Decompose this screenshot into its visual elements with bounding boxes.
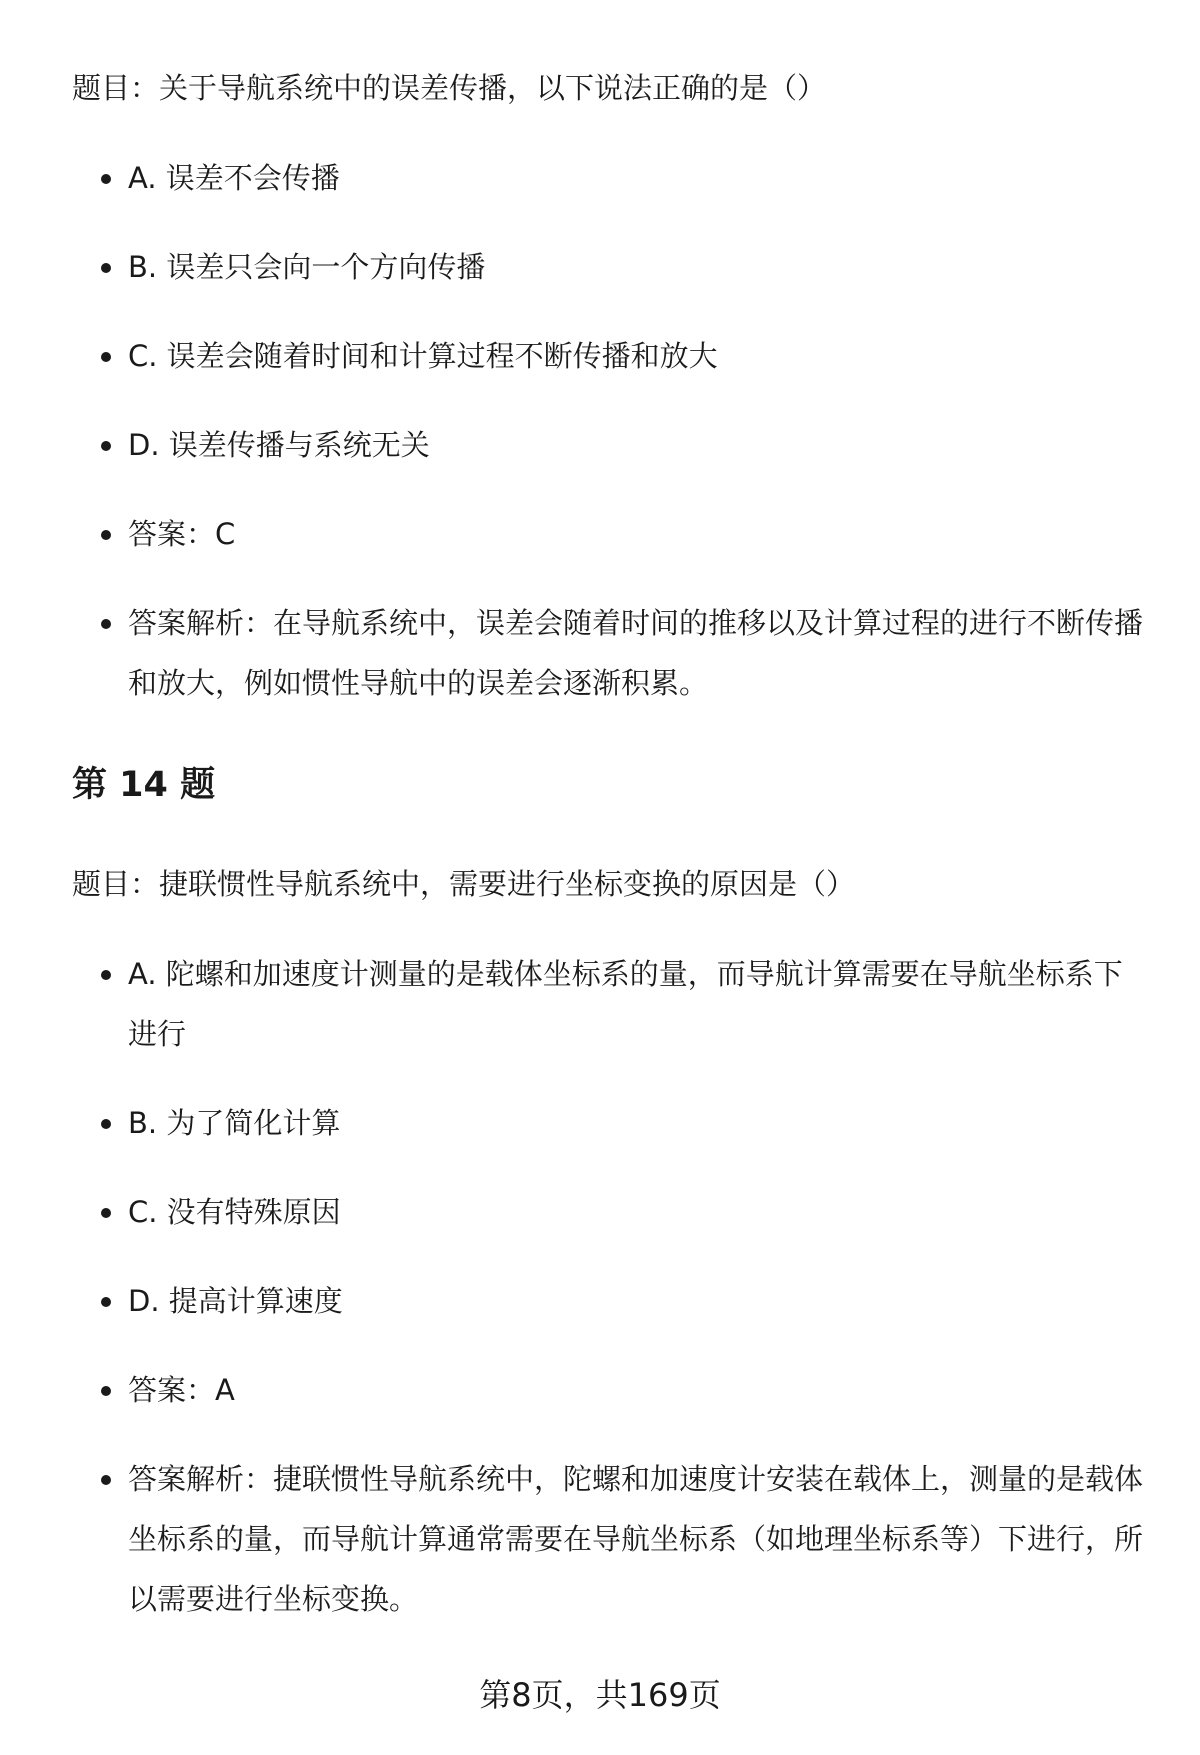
answer-text: 答案：C xyxy=(128,517,236,551)
option-d-text: D. 提高计算速度 xyxy=(128,1284,343,1318)
option-d xyxy=(128,415,1148,475)
question-14-text: 题目：捷联惯性导航系统中，需要进行坐标变换的原因是（） xyxy=(72,867,856,901)
option-b xyxy=(128,237,1148,297)
answer-explanation-text: 答案解析：捷联惯性导航系统中，陀螺和加速度计安装在载体上，测量的是载体坐标系的量，而导航计算通常需要在导航坐标系（如地理坐标系等）下进行，所以需要进行坐标变换。 xyxy=(128,1462,1144,1616)
page-number: 第8页，共169页 xyxy=(479,1676,721,1714)
option-c xyxy=(128,1182,1148,1242)
answer-text: 答案：A xyxy=(128,1373,235,1407)
option-a xyxy=(128,148,1148,208)
question-13-options xyxy=(128,148,1148,742)
bullet-icon xyxy=(101,1386,111,1396)
bullet-icon xyxy=(101,174,111,184)
bullet-icon xyxy=(101,1475,111,1485)
option-b-text: B. 为了简化计算 xyxy=(128,1106,341,1140)
bullet-icon xyxy=(101,1297,111,1307)
option-d xyxy=(128,1271,1148,1331)
bullet-icon xyxy=(101,530,111,540)
option-c-text: C. 没有特殊原因 xyxy=(128,1195,341,1229)
question-13-text: 题目：关于导航系统中的误差传播，以下说法正确的是（） xyxy=(72,71,827,105)
bullet-icon xyxy=(101,970,111,980)
answer-explanation-text: 答案解析：在导航系统中，误差会随着时间的推移以及计算过程的进行不断传播和放大，例如惯性导航中的误差会逐渐积累。 xyxy=(128,606,1144,700)
bullet-icon xyxy=(101,1119,111,1129)
option-d-text: D. 误差传播与系统无关 xyxy=(128,428,430,462)
question-14-options xyxy=(128,944,1148,1658)
answer-explanation xyxy=(128,593,1148,713)
option-c xyxy=(128,326,1148,386)
option-b-text: B. 误差只会向一个方向传播 xyxy=(128,250,486,284)
answer xyxy=(128,504,1148,564)
bullet-icon xyxy=(101,263,111,273)
option-a xyxy=(128,944,1148,1064)
option-b xyxy=(128,1093,1148,1153)
option-a-text: A. 误差不会传播 xyxy=(128,161,340,195)
answer-explanation xyxy=(128,1449,1148,1629)
bullet-icon xyxy=(101,352,111,362)
question-14-heading: 第 14 题 xyxy=(72,765,216,805)
option-c-text: C. 误差会随着时间和计算过程不断传播和放大 xyxy=(128,339,718,373)
option-a-text: A. 陀螺和加速度计测量的是载体坐标系的量，而导航计算需要在导航坐标系下进行 xyxy=(128,957,1123,1051)
bullet-icon xyxy=(101,619,111,629)
bullet-icon xyxy=(101,441,111,451)
bullet-icon xyxy=(101,1208,111,1218)
answer xyxy=(128,1360,1148,1420)
